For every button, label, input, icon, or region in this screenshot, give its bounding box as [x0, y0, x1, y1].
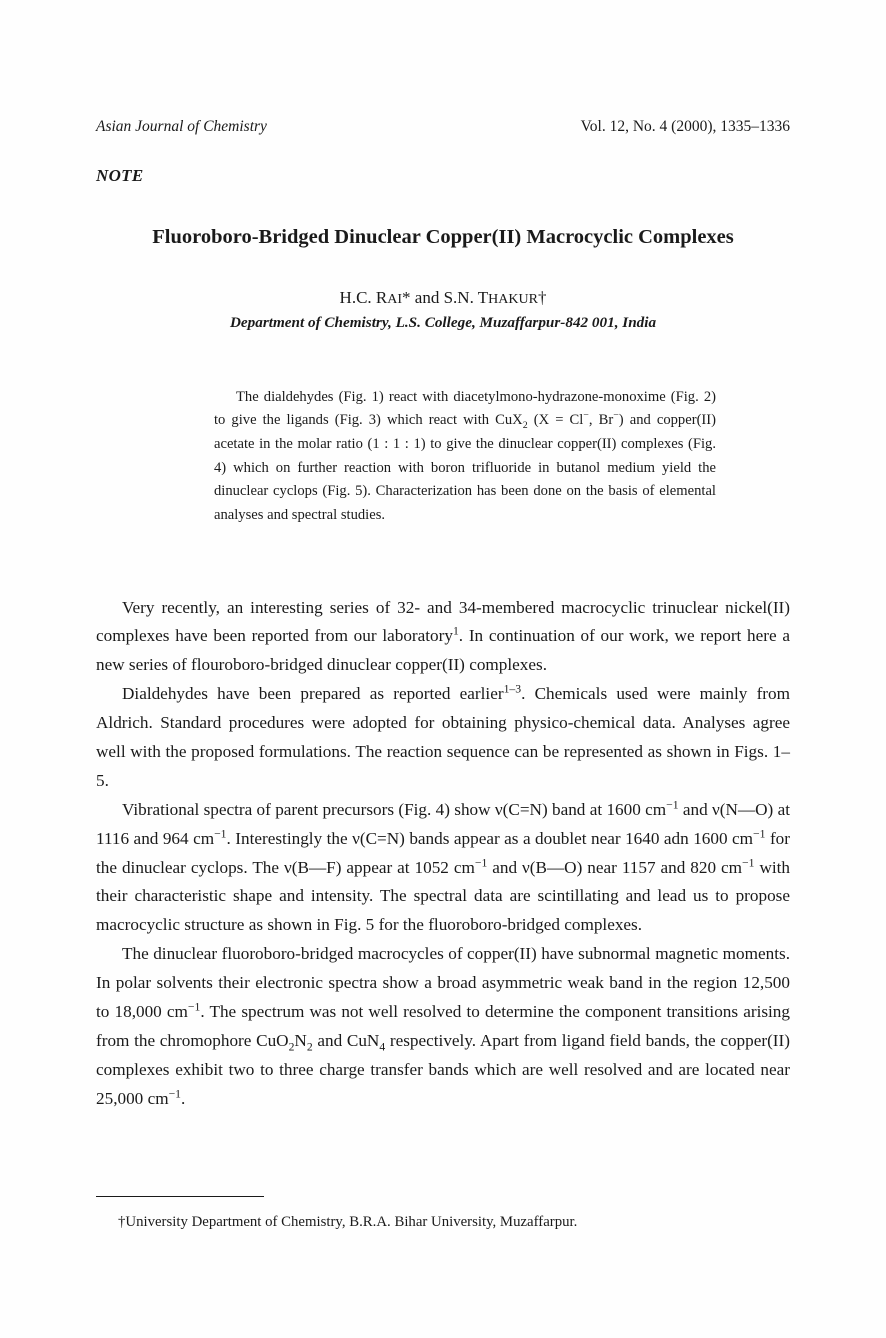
page-content: [96, 118, 790, 1114]
affiliation: Department of Chemistry, L.S. College, Muzaffarpur-842 001, India: [229, 313, 657, 331]
section-label-note: NOTE: [96, 166, 144, 185]
page-title: Fluoroboro-Bridged Dinuclear Copper(II) Macrocyclic Complexes: [152, 226, 734, 248]
body-text: [96, 594, 790, 1114]
paragraph-1: Very recently, an interesting series of 32- and 34-membered macrocyclic trinuclear nickel(II) complexes have been reported from our laboratory$^1$. In continuation of our work, we report here a new series of flouroboro-bridged dinuclear copper(II) complexes.: [96, 597, 790, 675]
volume-issue-pages: Vol. 12, No. 4 (2000), 1335–1336: [580, 118, 790, 135]
paragraph-2: Dialdehydes have been prepared as reported earlier$^{1-3}$. Chemicals used were mainly from Aldrich. Standard procedures were adopted for obtaining physico-chemical data. Analyses agree well with the proposed formulations. The reaction sequence can be represented as shown in Figs. 1–5.: [96, 682, 790, 790]
footnote-rule: [96, 1196, 264, 1197]
journal-name: Asian Journal of Chemistry: [96, 118, 267, 135]
paragraph-4: The dinuclear fluoroboro-bridged macrocycles of copper(II) have subnormal magnetic moments. In polar solvents their electronic spectra show a broad asymmetric weak band in the region 12,500 to 18,000 $cm^{-1}$. The spectrum was not well resolved to determine the component transitions arising from the chromophore $CuO_2N_2$ and CuN$_4$ respectively. Apart from ligand field bands, the copper(II) complexes exhibit two to three charge transfer bands which are well resolved and are located near 25,000 $cm^{-1}$.: [96, 944, 790, 1108]
author-list: H.C. RAI* and S.N. THAKUR†: [339, 287, 547, 307]
footnote-text: †University Department of Chemistry, B.R.A. Bihar University, Muzaffarpur.: [118, 1214, 578, 1230]
abstract: The dialdehydes (Fig. 1) react with diacetylmono-hydrazone-monoxime (Fig. 2) to give the ligands (Fig. 3) which react with CuX$_2$ (X = Cl−, Br−) and copper(II) acetate in the molar ratio (1 : 1 : 1) to give the dinuclear copper(II) complexes (Fig. 4) which on further reaction with boron trifluoride in butanol medium yield the dinuclear cyclops (Fig. 5). Characterization has been done on the basis of elemental analyses and spectral studies.: [214, 388, 717, 523]
running-head: [96, 118, 790, 136]
footnote-area: [96, 1196, 790, 1233]
paragraph-3: Vibrational spectra of parent precursors (Fig. 4) show ν(C=N) band at 1600 $cm^{-1}$ and ν(N—O) at 1116 and 964 $cm^{-1}$. Interestingly the ν(C=N) bands appear as a doublet near 1640 adn 1600 $cm^{-1}$ for the dinuclear cyclops. The ν(B—F) appear at 1052 $cm^{-1}$ and ν(B—O) near 1157 and 820 $cm^{-1}$ with their characteristic shape and intensity. The spectral data are scintillating and lead us to propose macrocyclic structure as shown in Fig. 5 for the fluoroboro-bridged complexes.: [96, 798, 791, 935]
